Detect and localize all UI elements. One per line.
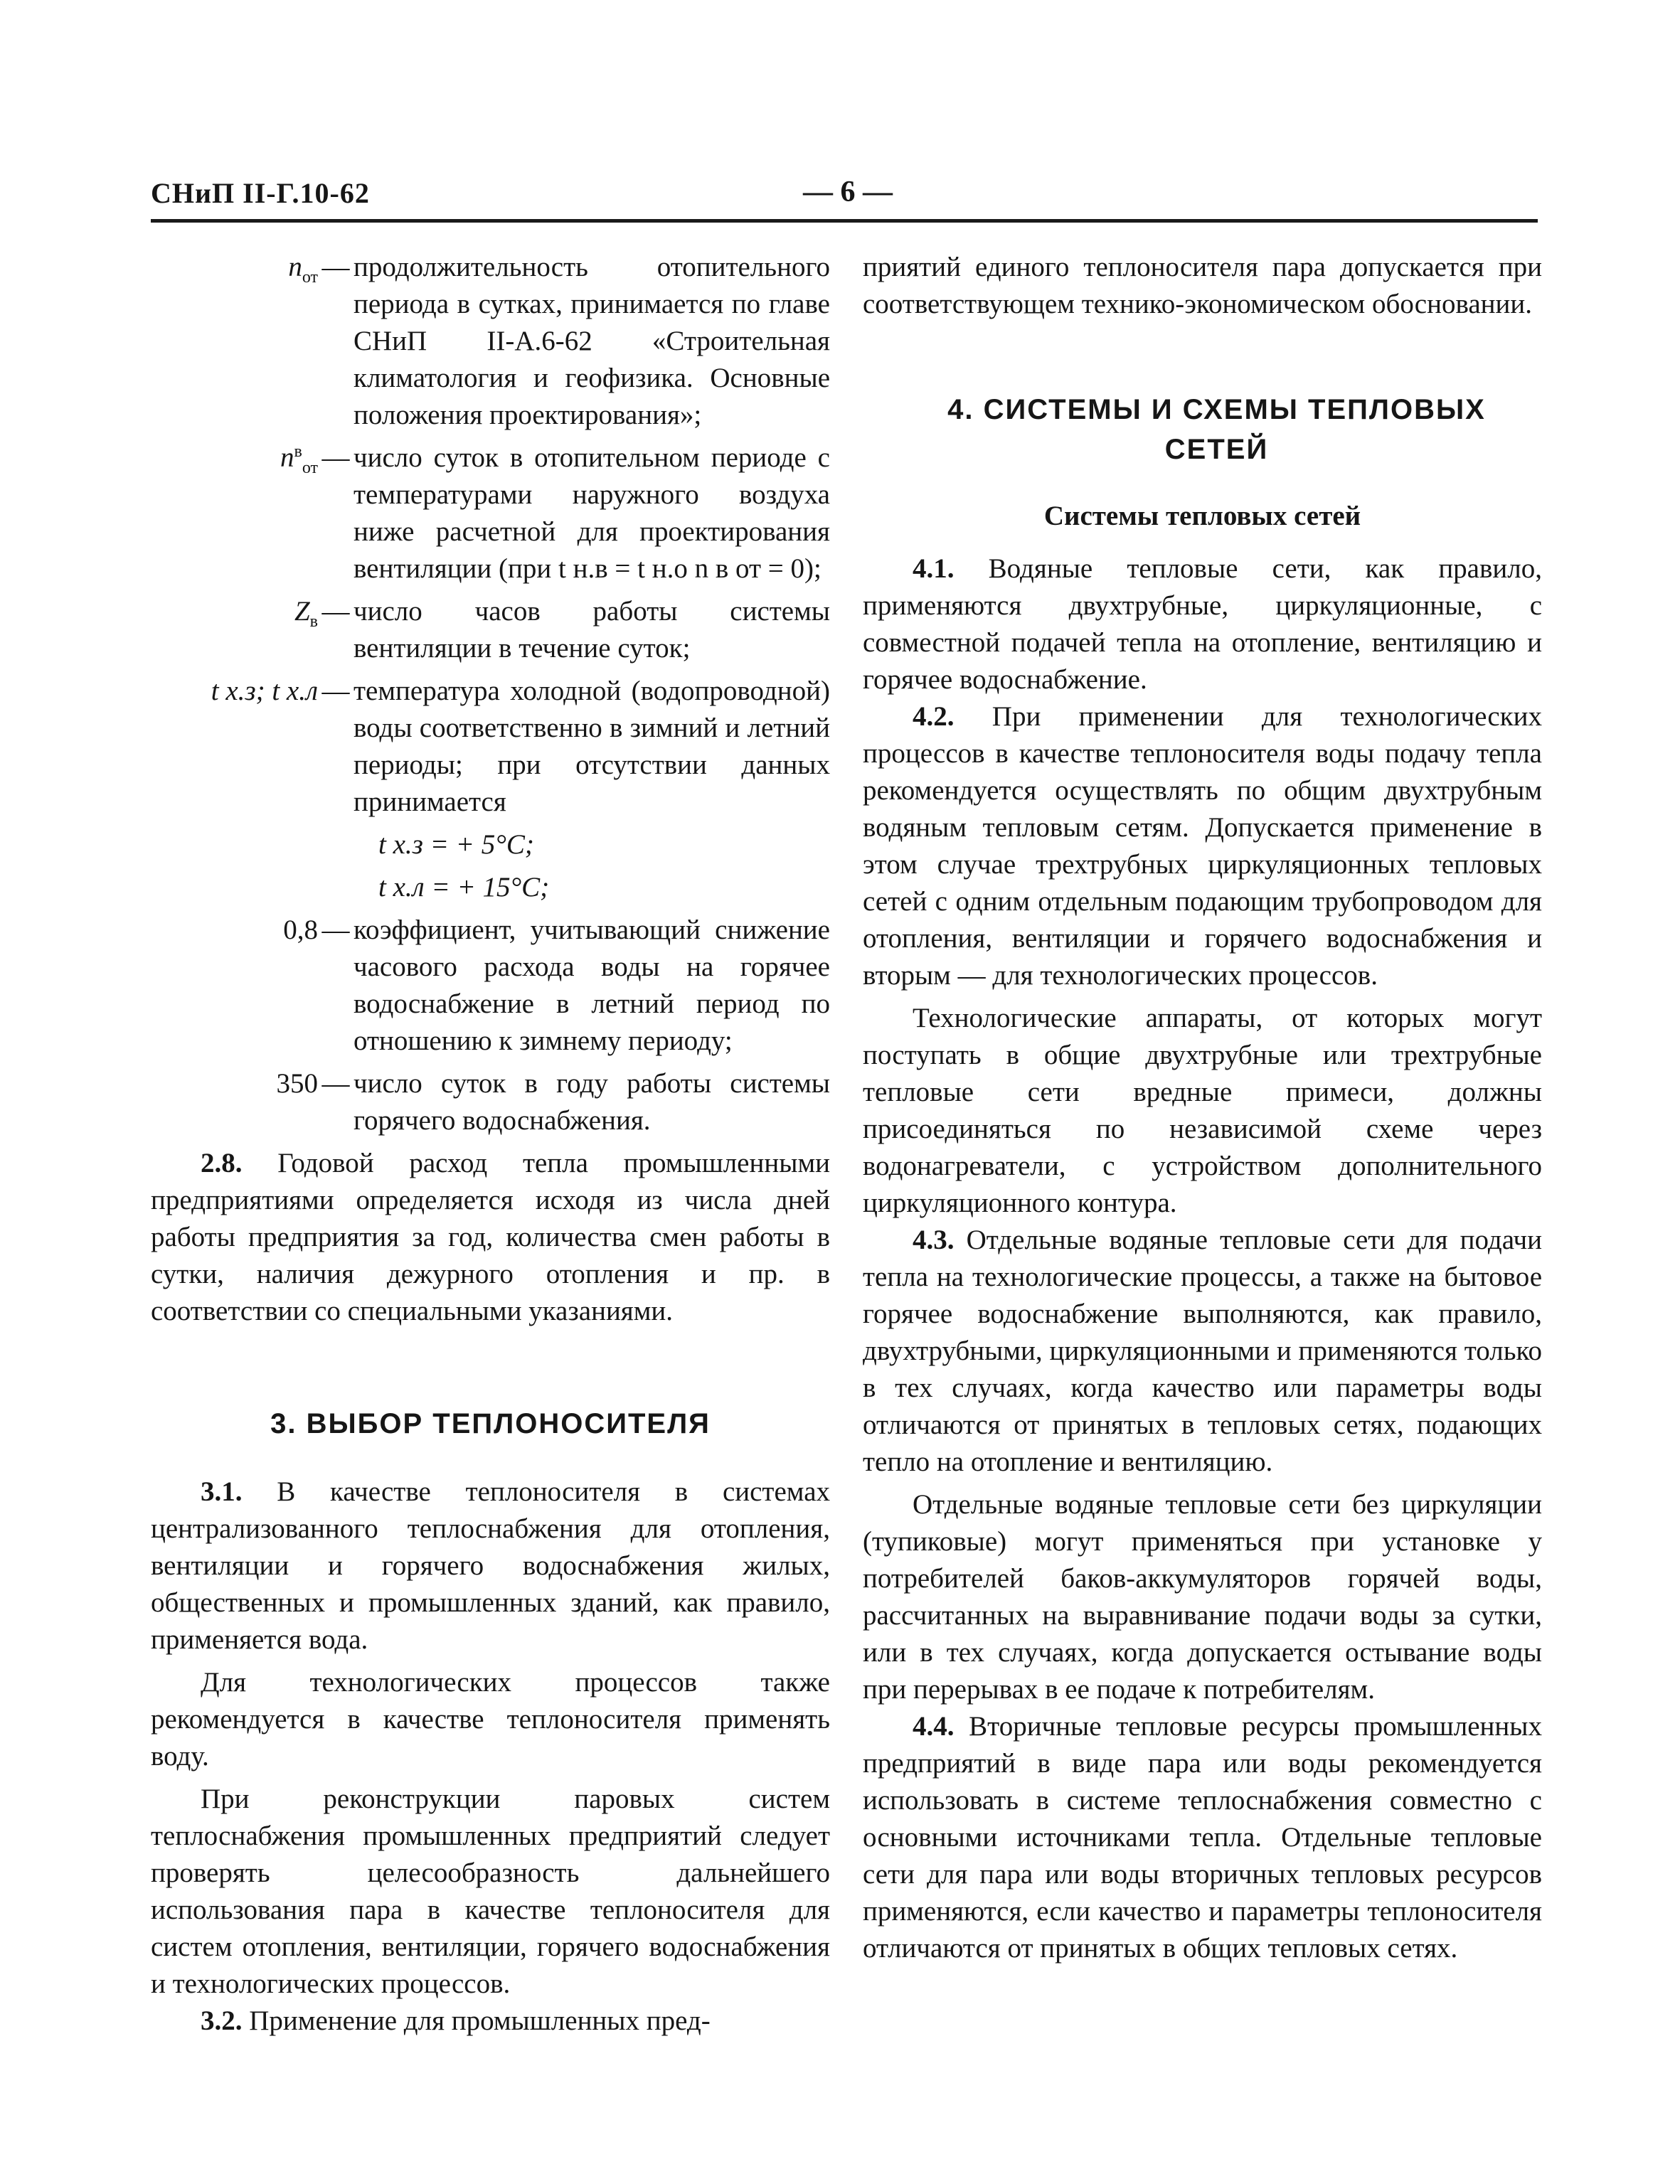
paragraph-text: Отдельные водяные тепловые сети для подачи тепла на технологические процессы, а также на бытовое горячее водоснабжение выполняются, как правило, двухтрубными, циркуляционными и применяются только в тех случаях, когда качество или параметры воды отличаются от принятых в тепловых сетях, подающих тепло на отопление и вентиляцию. (863, 1225, 1542, 1477)
definition-text: число суток в году работы системы горячего водоснабжения. (353, 1068, 830, 1136)
page-header (151, 175, 1538, 223)
paragraph-3-2 (151, 2003, 830, 2040)
definition-text: число суток в отопительном периоде с температурами наружного воздуха ниже расчетной для проектирования вентиляции (при t н.в = t н.о n в от = 0); (353, 442, 830, 584)
paragraph-3-1-c: При реконструкции паровых систем теплоснабжения промышленных предприятий следует проверять целесообразность дальнейшего использования пара в качестве теплоносителя для систем отопления, вентиляции, горячего водоснабжения и технологических процессов. (151, 1784, 830, 1999)
paragraph-4-4 (863, 1708, 1542, 1967)
section-3-title: 3. ВЫБОР ТЕПЛОНОСИТЕЛЯ (270, 1408, 711, 1439)
symbol: Z (294, 596, 310, 627)
section-4-title: 4. СИСТЕМЫ И СХЕМЫ ТЕПЛОВЫХ СЕТЕЙ (947, 394, 1486, 465)
symbol: n (280, 442, 294, 473)
paragraph-4-2 (863, 698, 1542, 994)
paragraph-number: 4.2. (913, 701, 955, 732)
symbol: 350 (276, 1068, 318, 1099)
paragraph-3-2-continued: приятий единого теплоносителя пара допускается при соответствующем технико-экономическом обосновании. (863, 252, 1542, 319)
paragraph-4-1 (863, 550, 1542, 698)
formula-summer: t x.л = + 15°С; (378, 872, 550, 902)
paragraph-text: Вторичные тепловые ресурсы промышленных предприятий в виде пара или воды рекомендуется использовать в системе теплоснабжения совместно с основными источниками тепла. Отдельные тепловые сети для пара или воды вторичных тепловых ресурсов применяются, если качество и параметры теплоносителя отличаются от принятых в общих тепловых сетях. (863, 1711, 1542, 1964)
definition-text: число часов работы системы вентиляции в течение суток; (353, 596, 830, 664)
paragraph-text: В качестве теплоносителя в системах централизованного теплоснабжения для отопления, вентиляции и горячего водоснабжения жилых, общественных и промышленных зданий, как правило, применяется вода. (151, 1476, 831, 1655)
paragraph-number: 3.1. (201, 1476, 243, 1507)
definition-0-8: 0,8 — коэффициент, учитывающий снижение часового расхода воды на горячее водоснабжение в летний период по отношению к зимнему периоду; (151, 912, 830, 1060)
symbol-superscript: в (294, 442, 302, 461)
paragraph-3-1-b: Для технологических процессов также рекомендуется в качестве теплоносителя применять воду. (151, 1667, 830, 1772)
paragraph-2-8 (151, 1145, 830, 1330)
definition-n-ot: $n_{от}$ — продолжительность отопительного периода в сутках, принимается по главе СНиП II-А.6-62 «Строительная климатология и геофизика. Основные положения проектирования»; (151, 249, 830, 434)
definitions-list (151, 249, 830, 821)
paragraph-text: При применении для технологических процессов в качестве теплоносителя воды подачу тепла рекомендуется осуществлять по общим двухтрубным водяным тепловым сетям. Допускается применение в этом случае трехтрубных циркуляционных тепловых сетей с одним отдельным подающим трубопроводом для отопления, вентиляции и горячего водоснабжения и вторым — для технологических процессов. (863, 701, 1543, 991)
paragraph-number: 4.4. (913, 1711, 955, 1742)
symbol-subscript: от (302, 458, 318, 477)
paragraph-number: 3.2. (201, 2005, 243, 2036)
definition-z-v: $Z_в$ — число часов работы системы вентиляции в течение суток; (151, 593, 830, 667)
definition-text: коэффициент, учитывающий снижение часового расхода воды на горячее водоснабжение в летний период по отношению к зимнему периоду; (353, 915, 830, 1056)
definition-350: 350 — число суток в году работы системы горячего водоснабжения. (151, 1065, 830, 1139)
paragraph-4-3-b: Отдельные водяные тепловые сети без циркуляции (тупиковые) могут применяться при установке у потребителей баков-аккумуляторов горячей воды, рассчитанных на выравнивание подачи воды за сутки, или в тех случаях, когда допускается остывание воды при перерывах в ее подаче к потребителям. (863, 1489, 1542, 1705)
paragraph-number: 4.3. (913, 1225, 955, 1255)
left-column (151, 249, 830, 2040)
definition-n-ot-v: $n^в_{от}$ — число суток в отопительном периоде с температурами наружного воздуха ниже расчетной для проектирования вентиляции (при t н.в = t н.о n в от = 0); (151, 440, 830, 587)
definition-text: продолжительность отопительного периода в сутках, принимается по главе СНиП II-А.6-62 «Строительная климатология и геофизика. Основные положения проектирования»; (353, 252, 830, 430)
definition-text: температура холодной (водопроводной) воды соответственно в зимний и летний периоды; при отсутствии данных принимается (353, 676, 830, 817)
paragraph-4-2-b: Технологические аппараты, от которых могут поступать в общие двухтрубные или трехтрубные тепловые сети вредные примеси, должны присоединяться по независимой схеме через водонагреватели, с устройством дополнительного циркуляционного контура. (863, 1003, 1542, 1218)
definitions-list-2 (151, 912, 830, 1139)
right-column (863, 249, 1542, 1967)
symbol: 0,8 (283, 915, 318, 945)
definition-t-x: t x.з; t x.л — температура холодной (водопроводной) воды соответственно в зимний и летний периоды; при отсутствии данных принимается (151, 673, 830, 821)
page-number: — 6 — (803, 176, 893, 208)
symbol-subscript: в (309, 612, 318, 631)
paragraph-text: Водяные тепловые сети, как правило, применяются двухтрубные, циркуляционные, с совместной подачей тепла на отопление, вентиляцию и горячее водоснабжение. (863, 553, 1542, 695)
symbol-subscript: от (302, 267, 318, 287)
symbol: t x.з; t x.л (211, 676, 318, 706)
paragraph-number: 4.1. (913, 553, 955, 584)
subsection-title: Системы тепловых сетей (1043, 501, 1361, 531)
symbol: n (288, 252, 302, 282)
paragraph-text: Применение для промышленных пред- (249, 2005, 711, 2036)
paragraph-3-1 (151, 1474, 830, 1658)
paragraph-4-3 (863, 1222, 1542, 1481)
paragraph-text: Годовой расход тепла промышленными предприятиями определяется исходя из числа дней работы предприятия за год, количества смен работы в сутки, наличия дежурного отопления и пр. в соответствии со специальными указаниями. (151, 1148, 830, 1326)
formula-winter: t x.з = + 5°С; (378, 829, 534, 860)
document-code: СНиП II-Г.10-62 (151, 177, 370, 209)
paragraph-number: 2.8. (201, 1148, 243, 1178)
